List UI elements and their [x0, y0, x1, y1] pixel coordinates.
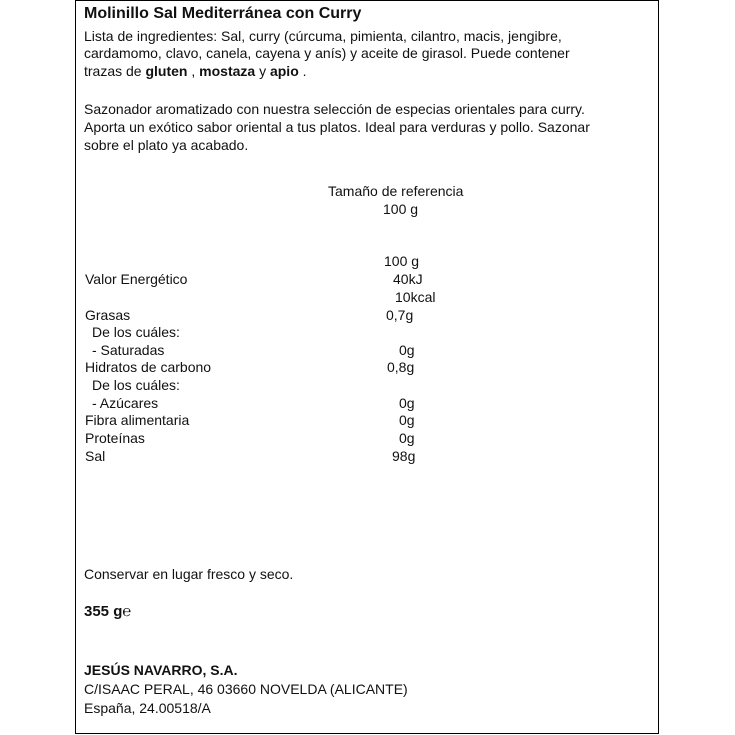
reference-size-label: Tamaño de referencia [328, 183, 464, 199]
nutrient-label: Valor Energético [85, 271, 188, 287]
description-line-3: sobre el plato ya acabado. [84, 137, 249, 153]
nutrient-label: Grasas [85, 307, 131, 323]
separator: , [187, 63, 200, 79]
nutrient-value: 10kcal [395, 289, 436, 305]
estimated-sign-icon: ℮ [122, 603, 132, 620]
description-line-1: Sazonador aromatizado con nuestra selección de especias orientales para curry. [84, 101, 585, 117]
traces-prefix: trazas de [84, 63, 146, 79]
ingredients-line-3 [84, 63, 307, 80]
product-title: Molinillo Sal Mediterránea con Curry [84, 5, 362, 22]
allergen-gluten: gluten [145, 63, 188, 79]
nutrient-value: 0,8g [387, 359, 415, 375]
net-weight [84, 603, 131, 620]
reference-size-value: 100 g [383, 201, 419, 217]
company-name: JESÚS NAVARRO, S.A. [84, 662, 238, 678]
nutrient-label: De los cuáles: [92, 324, 180, 340]
nutrient-label: Proteínas [85, 430, 145, 446]
company-registry: España, 24.00518/A [84, 700, 211, 716]
nutrient-label: De los cuáles: [92, 377, 180, 393]
nutrient-label: - Saturadas [92, 342, 165, 358]
nutrient-label: Sal [85, 448, 106, 464]
allergen-apio: apio [269, 63, 299, 79]
description-line-2: Aporta un exótico sabor oriental a tus platos. Ideal para verduras y pollo. Sazonar [84, 119, 590, 135]
nutrient-value: 0g [399, 412, 415, 428]
ingredients-line-2: cardamomo, clavo, canela, cayena y anís) y aceite de girasol. Puede contener [84, 45, 570, 61]
nutrient-label: Fibra alimentaria [85, 412, 190, 428]
nutrition-column-header: 100 g [384, 253, 420, 269]
nutrient-value: 40kJ [393, 271, 423, 287]
storage-instructions: Conservar en lugar fresco y seco. [84, 566, 294, 582]
ingredients-end: . [298, 63, 307, 79]
separator: y [255, 63, 270, 79]
ingredients-line-1: Lista de ingredientes: Sal, curry (cúrcuma, pimienta, cilantro, macis, jengibre, [84, 28, 562, 44]
company-address: C/ISAAC PERAL, 46 03660 NOVELDA (ALICANTE) [84, 681, 408, 697]
nutrient-label: - Azúcares [92, 395, 159, 411]
nutrient-label: Hidratos de carbono [85, 359, 212, 375]
net-weight-value: 355 g [84, 603, 123, 620]
nutrient-value: 0g [399, 342, 415, 358]
nutrient-value: 98g [392, 448, 416, 464]
allergen-mostaza: mostaza [199, 63, 256, 79]
nutrient-value: 0g [399, 430, 415, 446]
nutrient-value: 0g [399, 395, 415, 411]
nutrient-value: 0,7g [386, 307, 414, 323]
